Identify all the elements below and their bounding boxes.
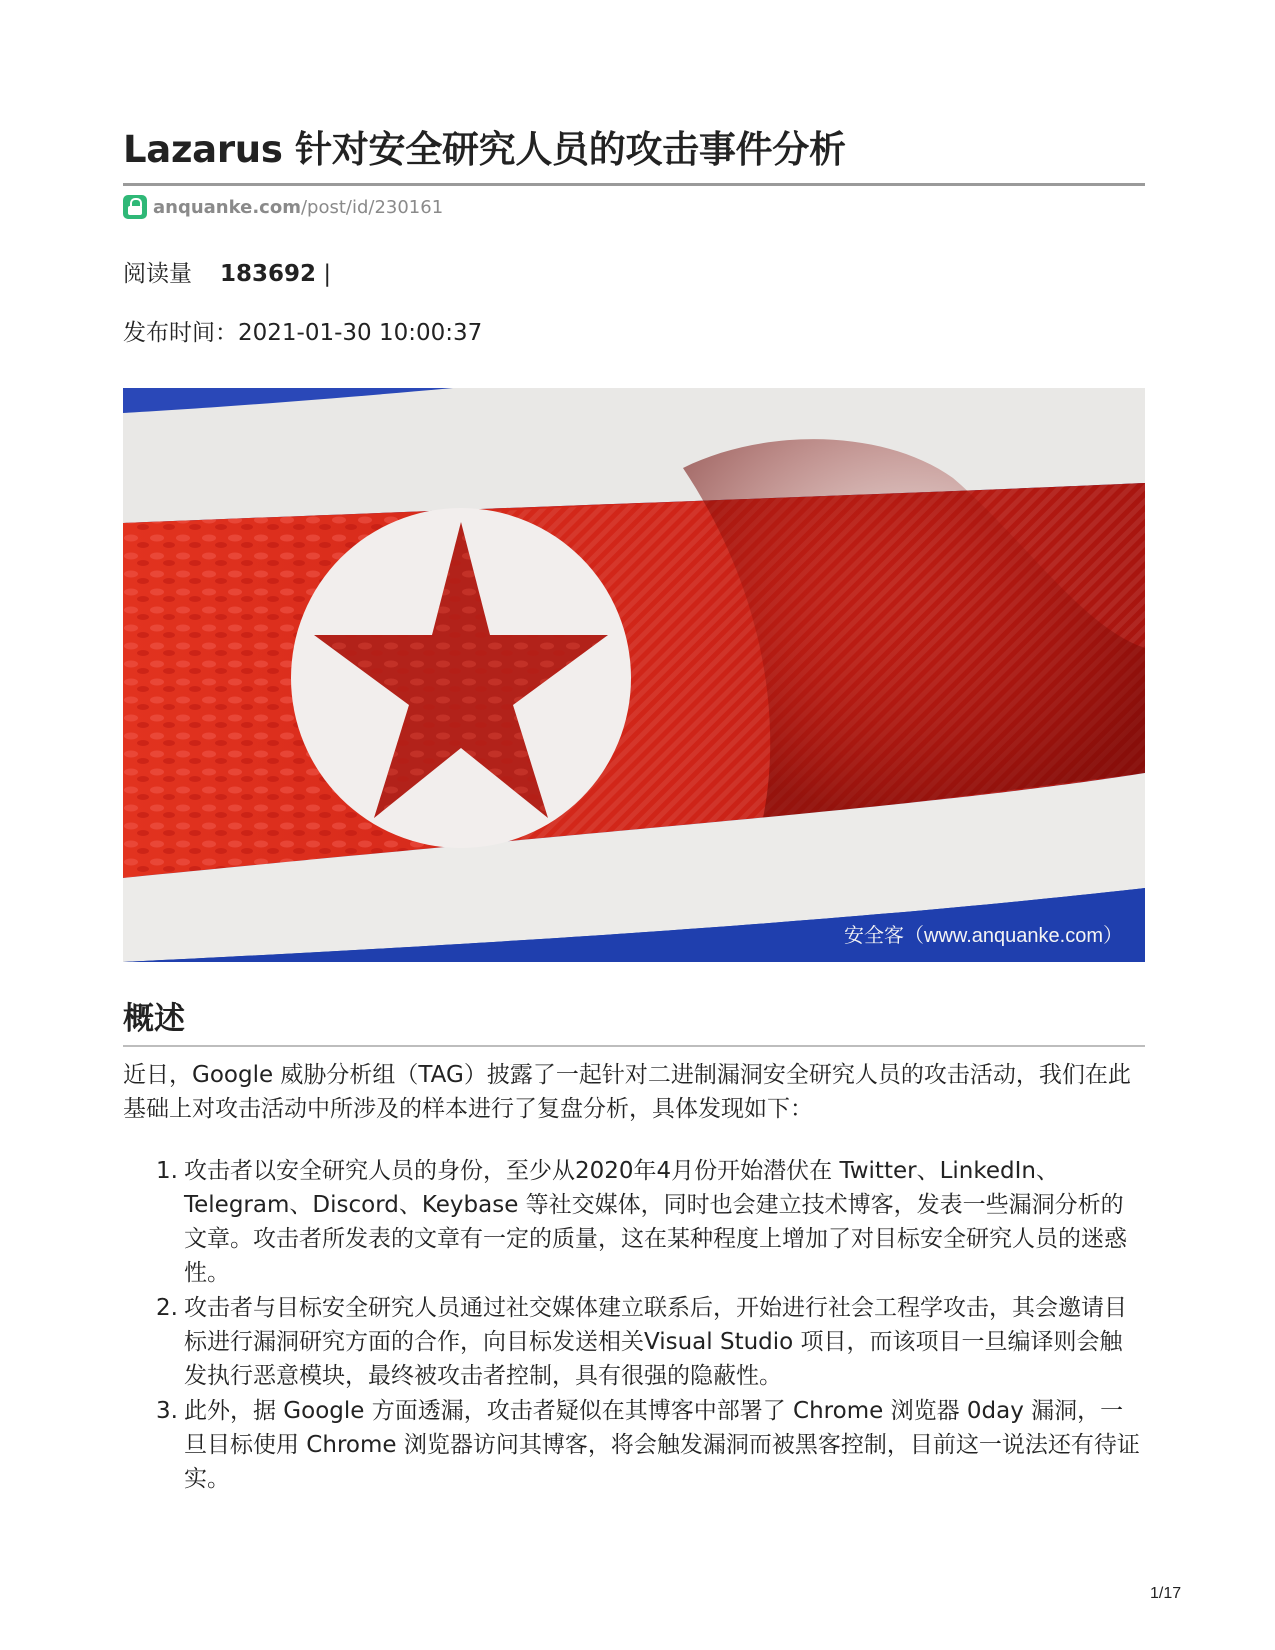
- source-domain: anquanke.com: [153, 196, 301, 218]
- list-item: [123, 1154, 1145, 1290]
- page-number: 1/17: [1150, 1585, 1182, 1602]
- read-count: [123, 259, 331, 289]
- list-item: [123, 1291, 1145, 1393]
- list-item-text: 攻击者以安全研究人员的身份，至少从2020年4月份开始潜伏在 Twitter、LinkedIn、Telegram、Discord、Keybase 等社交媒体，同时也会建立技术博客，发表一些漏洞分析的文章。攻击者所发表的文章有一定的质量，这在某种程度上增加了对目标安全研究人员的迷惑性。: [184, 1158, 1127, 1286]
- intro-paragraph: 近日，Google 威胁分析组（TAG）披露了一起针对二进制漏洞安全研究人员的攻击活动，我们在此基础上对攻击活动中所涉及的样本进行了复盘分析，具体发现如下：: [123, 1062, 1131, 1122]
- article-title: Lazarus 针对安全研究人员的攻击事件分析: [123, 128, 846, 171]
- image-watermark: 安全客（www.anquanke.com）: [844, 925, 1123, 947]
- flag-illustration: [123, 388, 1145, 962]
- list-item-text: 攻击者与目标安全研究人员通过社交媒体建立联系后，开始进行社会工程学攻击，其会邀请目标进行漏洞研究方面的合作，向目标发送相关Visual Studio 项目，而该项目一旦编译则会触发执行恶意模块，最终被攻击者控制，具有很强的隐蔽性。: [184, 1295, 1127, 1389]
- source-path: /post/id/230161: [300, 196, 444, 218]
- publish-time: 发布时间：2021-01-30 10:00:37: [123, 320, 483, 346]
- findings-list: [123, 1154, 1145, 1497]
- lock-icon: [123, 195, 147, 219]
- section-heading-overview: 概述: [123, 1001, 185, 1037]
- read-count-label: 阅读量: [123, 261, 192, 287]
- read-count-separator: |: [323, 261, 332, 287]
- title-divider: [123, 183, 1145, 186]
- source-link[interactable]: [123, 194, 443, 220]
- list-item: [123, 1394, 1145, 1496]
- hero-image: [123, 388, 1145, 962]
- list-item-number: 1.: [156, 1158, 178, 1184]
- list-item-text: 此外，据 Google 方面透漏，攻击者疑似在其博客中部署了 Chrome 浏览器 0day 漏洞，一旦目标使用 Chrome 浏览器访问其博客，将会触发漏洞而被黑客控制，目前这一说法还有待证实。: [184, 1398, 1140, 1492]
- list-item-number: 3.: [156, 1398, 178, 1424]
- read-count-value: 183692: [220, 261, 317, 287]
- section-divider: [123, 1045, 1145, 1047]
- list-item-number: 2.: [156, 1295, 178, 1321]
